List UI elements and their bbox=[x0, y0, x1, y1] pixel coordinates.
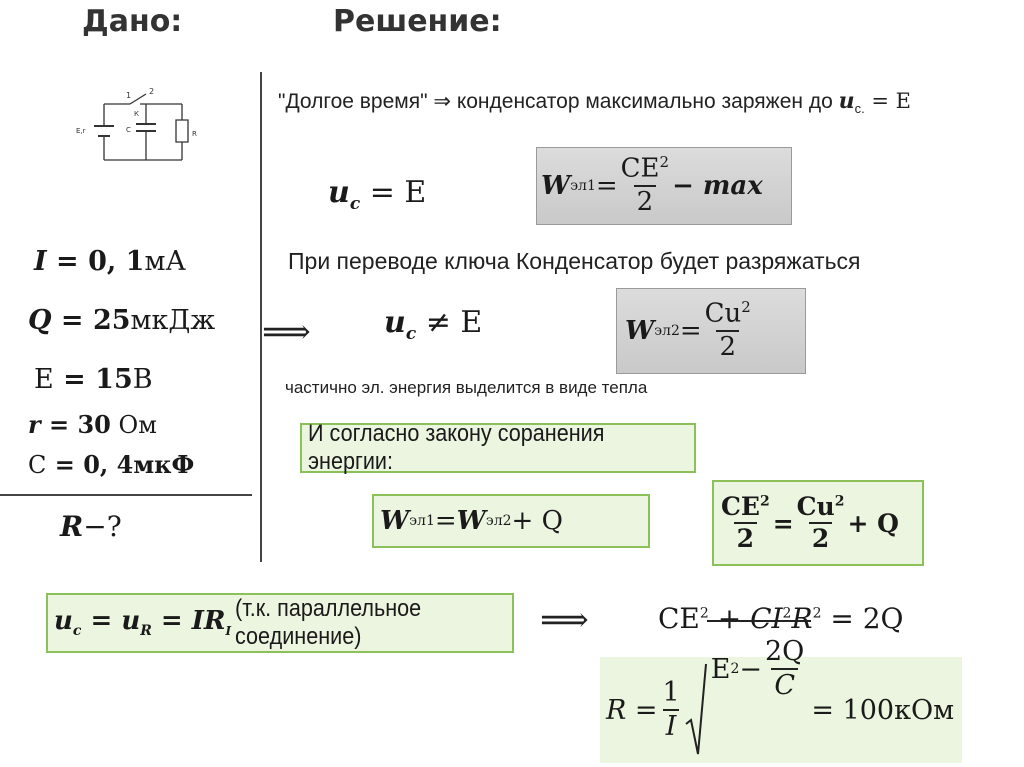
ce2-fraction: $\frac{CE^2}{2}$ bbox=[721, 491, 770, 553]
given-capacitance: C = 0, 4мкФ bbox=[28, 450, 195, 479]
parallel-connection-box: $u_c = u_R = IR_I$ (т.к. параллельное соединение) bbox=[46, 593, 514, 653]
switch-statement: При переводе ключа Конденсатор будет разряжаться bbox=[288, 248, 861, 274]
heat-statement: частично эл. энергия выделится в виде тепла bbox=[285, 378, 648, 397]
w2-fraction: $\frac{Cu^2}{2}$ bbox=[704, 298, 751, 363]
two-q-over-c-fraction: $\frac{2Q}{C}$ bbox=[765, 635, 805, 701]
given-emf: E = 15В bbox=[34, 364, 153, 395]
cu2-fraction: $\frac{Cu^2}{2}$ bbox=[796, 491, 845, 553]
circuit-label-1: 1 bbox=[126, 91, 132, 100]
given-current: I = 0, 1мА bbox=[34, 246, 186, 277]
implies-arrow-2-icon: ⟹ bbox=[540, 600, 589, 640]
energy-w2-box: W эл2 = $\frac{Cu^2}{2}$ bbox=[616, 288, 806, 374]
find-resistance: R−? bbox=[60, 510, 122, 543]
given-internal-resistance: r = 30 Ом bbox=[28, 410, 157, 439]
given-heat: Q = 25мкДж bbox=[28, 305, 216, 336]
one-over-i-fraction: $\frac{1}{I}$ bbox=[662, 676, 680, 742]
given-header: Дано: bbox=[82, 4, 183, 39]
square-root: E 2 − $\frac{2Q}{C}$ bbox=[685, 662, 812, 758]
circuit-label-source: Е,r bbox=[76, 127, 86, 135]
solution-header: Решение: bbox=[333, 4, 502, 39]
energy-equation-box: $\frac{CE^2}{2}$ = $\frac{Cu^2}{2}$ + Q bbox=[712, 480, 924, 566]
w1-fraction: $\frac{CE^2}{2}$ bbox=[620, 153, 670, 218]
conservation-law-box: И согласно закону сорaнения энергии: bbox=[300, 423, 696, 473]
radical-sign-icon bbox=[685, 662, 707, 758]
answer-box: R = $\frac{1}{I}$ E 2 − $\frac{2Q}{C}$ = 100кОм bbox=[600, 657, 962, 763]
circuit-label-r: R bbox=[192, 130, 197, 138]
uc-equals-e: $u_c = E$ bbox=[328, 175, 427, 214]
long-time-statement: "Долгое время" ⇒ конденсатор максимально заряжен до $u_{c.} = E$ bbox=[278, 88, 911, 117]
circuit-label-c: С bbox=[126, 126, 131, 134]
energy-w1-box: W эл1 = $\frac{CE^2}{2}$ − max bbox=[536, 147, 792, 225]
uc-not-equal-e: $u_c \ne E$ bbox=[384, 305, 483, 344]
circuit-label-2: 2 bbox=[149, 87, 155, 96]
circuit-diagram bbox=[74, 86, 204, 168]
energy-balance-box: W эл1 = W эл2 + Q bbox=[372, 494, 650, 548]
implies-arrow-icon: ⟹ bbox=[262, 312, 311, 352]
final-equation: $CE^2 + CI^2R^2 = 2Q$ bbox=[658, 602, 904, 635]
circuit-label-key: К bbox=[134, 110, 139, 118]
given-divider bbox=[0, 494, 252, 496]
